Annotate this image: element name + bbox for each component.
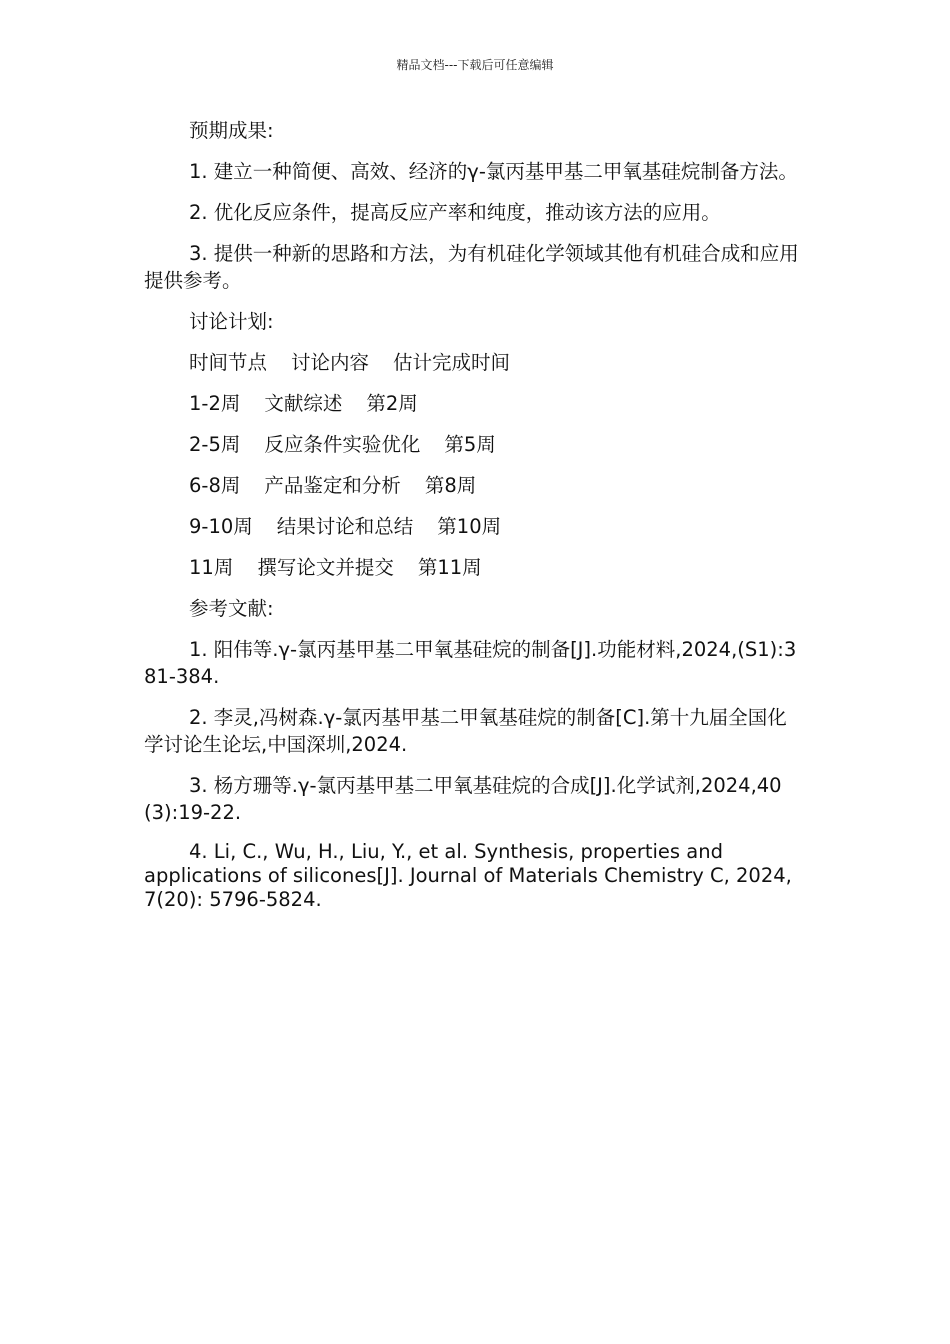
schedule-time-node: 9-10周 xyxy=(189,515,253,538)
schedule-row xyxy=(189,431,806,458)
schedule-time-node: 1-2周 xyxy=(189,392,241,415)
document-body xyxy=(144,117,806,926)
reference-item: 1. 阳伟等.γ-氯丙基甲基二甲氧基硅烷的制备[J].功能材料,2024,(S1):381-384. xyxy=(144,638,797,688)
schedule-time-node: 6-8周 xyxy=(189,474,241,497)
schedule-column-header: 时间节点 xyxy=(189,351,268,374)
discussion-plan-heading: 讨论计划: xyxy=(189,310,274,333)
expected-results-heading: 预期成果: xyxy=(189,119,274,142)
schedule-content: 结果讨论和总结 xyxy=(276,515,414,538)
schedule-row xyxy=(189,390,806,417)
page-header: 精品文档---下载后可任意编辑 xyxy=(396,58,554,72)
reference-item: 2. 李灵,冯树森.γ-氯丙基甲基二甲氧基硅烷的制备[C].第十九届全国化学讨论生论坛,中国深圳,2024. xyxy=(144,706,787,756)
schedule-row xyxy=(189,513,806,540)
schedule-completion: 第10周 xyxy=(437,515,502,538)
schedule-completion: 第5周 xyxy=(444,433,496,456)
expected-result-item: 2. 优化反应条件，提高反应产率和纯度，推动该方法的应用。 xyxy=(189,201,721,224)
schedule-column-header: 讨论内容 xyxy=(291,351,370,374)
schedule-content: 产品鉴定和分析 xyxy=(264,474,401,497)
schedule-content: 文献综述 xyxy=(264,392,343,415)
schedule-time-node: 11周 xyxy=(189,556,234,579)
schedule-time-node: 2-5周 xyxy=(189,433,241,456)
schedule-content: 反应条件实验优化 xyxy=(264,433,421,456)
schedule-header-row xyxy=(189,349,806,376)
reference-item: 4. Li, C., Wu, H., Liu, Y., et al. Synthesis, properties and applications of silicones[J]. Journal of Materials Chemistry C, 2024, 7(20): 5796-5824. xyxy=(144,840,792,911)
schedule-completion: 第8周 xyxy=(424,474,477,497)
references-heading: 参考文献: xyxy=(189,597,274,620)
reference-item: 3. 杨方珊等.γ-氯丙基甲基二甲氧基硅烷的合成[J].化学试剂,2024,40(3):19-22. xyxy=(144,774,782,824)
schedule-completion: 第2周 xyxy=(366,392,418,415)
schedule-column-header: 估计完成时间 xyxy=(393,351,511,374)
schedule-completion: 第11周 xyxy=(417,556,482,579)
schedule-row xyxy=(189,554,806,581)
expected-result-item: 1. 建立一种简便、高效、经济的γ-氯丙基甲基二甲氧基硅烷制备方法。 xyxy=(189,160,798,183)
expected-result-item: 3. 提供一种新的思路和方法，为有机硅化学领域其他有机硅合成和应用提供参考。 xyxy=(144,242,799,292)
schedule-row xyxy=(189,472,806,499)
schedule-content: 撰写论文并提交 xyxy=(257,556,394,579)
